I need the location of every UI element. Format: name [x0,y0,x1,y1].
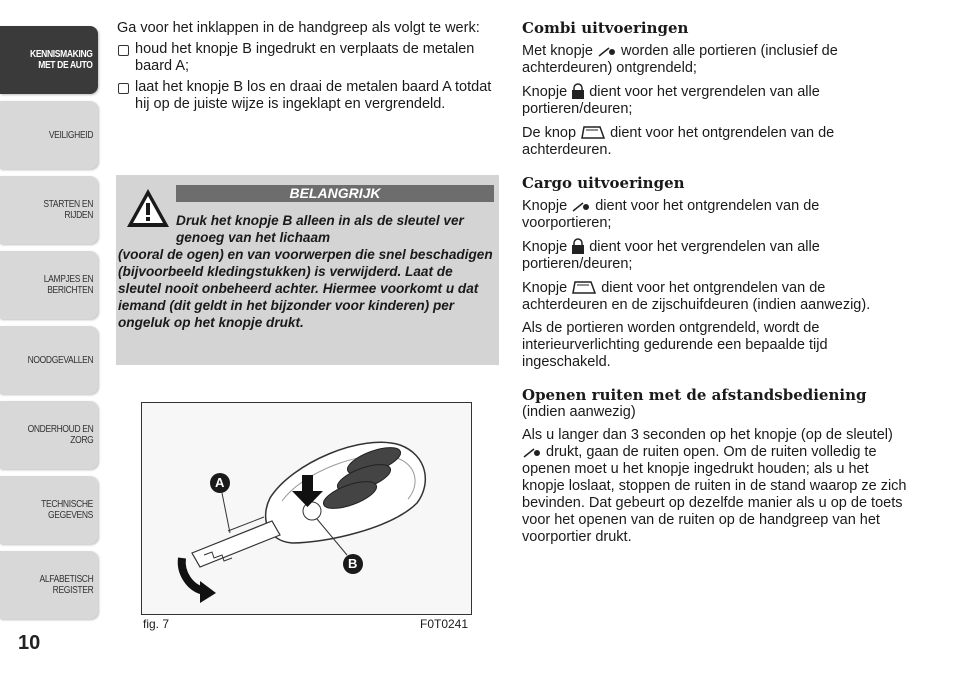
tab-starten-en-rijden[interactable] [0,176,98,244]
text: Knopje [522,239,568,255]
cargo-paragraph: Als de portieren worden ontgrendeld, wordt de interieurverlichting gedurende een bepaalde tijd ingeschakeld. [522,320,828,370]
figure-code: F0T0241 [420,617,469,631]
tab-label: NOODGEVALLEN [27,354,93,366]
lock-icon [571,83,585,99]
tab-label: KENNISMAKING MET DE AUTO [30,49,93,71]
warning-text-body: (vooral de ogen) en van voorwerpen die snel beschadigen (bijvoorbeeld kledingstukken) is verwijderd. Laat de sleutel nooit onbeheerd achter. Hiermee voorkomt u dat iemand (dit geldt in het bijzonder voor kinderen) per ongeluk op het knopje drukt. [118,247,493,330]
text: dient voor het ontgrendelen van de achterdeuren en de zijschuifdeuren (indien aanwezig). [522,280,871,313]
combi-paragraph [522,43,912,77]
warning-text [118,212,496,331]
text: worden alle portieren (inclusief de achterdeuren) ontgrendeld; [522,43,838,76]
tab-label: STARTEN EN RIJDEN [43,199,93,221]
text: Knopje [522,198,568,214]
windows-subheading: (indien aanwezig) [522,404,636,420]
key-unlock-icon [597,44,617,58]
bullet-item [117,79,497,113]
warning-title: BELANGRIJK [176,185,494,202]
text: dient voor het ontgrendelen van de voorportieren; [522,198,820,231]
combi-heading: Combi uitvoeringen [522,19,689,37]
bullet-item [117,41,497,75]
bullet-text: houd het knopje B ingedrukt en verplaats de metalen baard A; [135,41,475,74]
right-column [522,20,912,546]
figure-label-a: A [215,475,225,490]
tab-label: VEILIGHEID [48,129,93,141]
tab-kennismaking[interactable] [0,26,98,94]
tab-technische-gegevens[interactable] [0,476,98,544]
text: Met knopje [522,43,593,59]
text: dient voor het vergrendelen van alle portieren/deuren; [522,84,820,117]
text: dient voor het vergrendelen van alle portieren/deuren; [522,239,820,272]
cargo-paragraph [522,279,912,314]
tab-veiligheid[interactable] [0,101,98,169]
tab-alfabetisch-register[interactable] [0,551,98,619]
left-column [117,20,497,113]
key-unlock-icon [522,445,542,459]
tab-noodgevallen[interactable] [0,326,98,394]
text: De knop [522,125,577,141]
bullet-text: laat het knopje B los en draai de metalen baard A totdat hij op de juiste wijze is ingeklapt en vergrendeld. [135,79,492,112]
tab-onderhoud-en-zorg[interactable] [0,401,98,469]
tab-label: LAMPJES EN BERICHTEN [43,274,93,296]
text: Knopje [522,280,568,296]
bullet-icon [118,45,129,56]
figure-caption: fig. 7 [143,617,170,631]
key-unlock-icon [571,199,591,213]
tab-label: ONDERHOUD EN ZORG [27,424,93,446]
lock-icon [571,238,585,254]
warning-text-indented: Druk het knopje B alleen in als de sleutel ver genoeg van het lichaam [176,213,464,245]
page-number: 10 [18,632,41,654]
text: drukt, gaan de ruiten open. Om de ruiten volledig te openen moet u het knopje ingedrukt houden; als u het knopje loslaat, stoppen de ruiten in de stand waarop ze zich bevinden. Dat gebeurt op dezelfde manier als u op de toets voor het openen van de ruiten op de handgreep van het voorportier drukt. [522,444,907,545]
figure-label-b: B [348,556,358,571]
windows-paragraph [522,427,912,546]
cargo-paragraph [522,198,912,232]
tab-lampjes-en-berichten[interactable] [0,251,98,319]
text: dient voor het ontgrendelen van de achterdeuren. [522,125,835,158]
tab-label: TECHNISCHE GEGEVENS [41,499,93,521]
text: Knopje [522,84,568,100]
combi-paragraph [522,124,912,159]
tab-label: ALFABETISCH REGISTER [39,574,93,596]
bullet-icon [118,83,129,94]
cargo-paragraph [522,238,912,273]
intro-text: Ga voor het inklappen in de handgreep als volgt te werk: [117,20,480,36]
key-figure [141,402,472,615]
cargo-heading: Cargo uitvoeringen [522,174,685,192]
windows-heading: Openen ruiten met de afstandsbediening [522,386,867,404]
combi-paragraph [522,83,912,118]
key-illustration [142,403,471,614]
rear-door-icon [580,124,606,140]
text: Als u langer dan 3 seconden op het knopje (op de sleutel) [522,427,893,443]
rear-door-icon [571,279,597,295]
